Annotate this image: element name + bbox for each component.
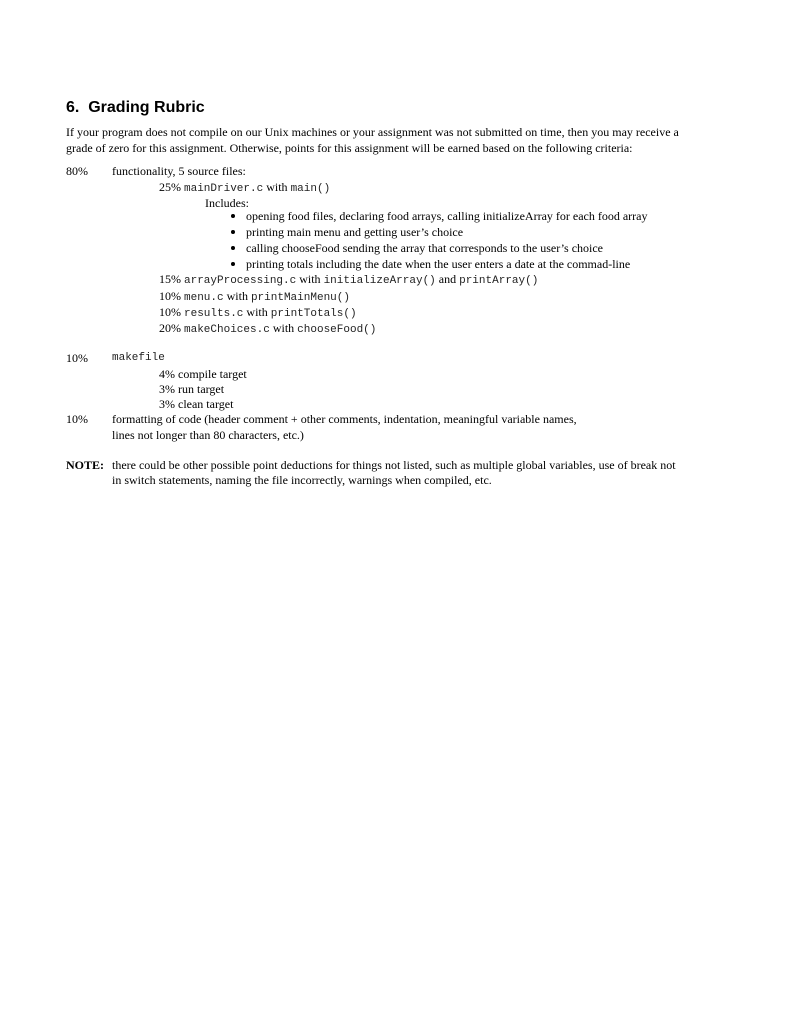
bullet-item: calling chooseFood sending the array that corresponds to the user’s choice bbox=[246, 241, 604, 255]
item-percent: 10% bbox=[159, 289, 181, 303]
functionality-label: functionality, 5 source files: bbox=[112, 164, 246, 178]
bullet-dot bbox=[231, 214, 235, 218]
note-line-1: there could be other possible point deductions for things not listed, such as multiple global variables, use of break not bbox=[112, 458, 676, 472]
bullet-dot bbox=[231, 230, 235, 234]
item-percent: 15% bbox=[159, 272, 181, 286]
function-name: initializeArray() bbox=[323, 275, 436, 287]
with-text: with bbox=[299, 272, 321, 286]
rubric-item-make-choices bbox=[159, 320, 376, 338]
section-heading bbox=[66, 98, 205, 118]
formatting-line-2: lines not longer than 80 characters, etc.) bbox=[112, 428, 304, 442]
bullet-dot bbox=[231, 262, 235, 266]
file-name: results.c bbox=[184, 308, 244, 320]
note-line-2: in switch statements, naming the file incorrectly, warnings when compiled, etc. bbox=[112, 473, 492, 487]
with-text: with bbox=[266, 180, 288, 194]
with-text: with bbox=[272, 321, 295, 335]
file-name: arrayProcessing.c bbox=[184, 275, 297, 287]
rubric-item-array-processing bbox=[159, 271, 538, 289]
item-percent: 10% bbox=[159, 305, 181, 319]
formatting-line-1: formatting of code (header comment + other comments, indentation, meaningful variable names, bbox=[112, 412, 577, 426]
bullet-dot bbox=[231, 246, 235, 250]
item-percent: 20% bbox=[159, 321, 181, 335]
item-percent: 25% bbox=[159, 180, 181, 194]
functionality-percent: 80% bbox=[66, 164, 88, 178]
with-text: with bbox=[246, 305, 268, 319]
bullet-item: printing main menu and getting user’s choice bbox=[246, 225, 464, 239]
bullet-item: printing totals including the date when the user enters a date at the commad-line bbox=[246, 257, 631, 271]
makefile-target: 4% compile target bbox=[159, 367, 247, 381]
note-label: NOTE: bbox=[66, 458, 105, 472]
makefile-percent: 10% bbox=[66, 351, 88, 365]
file-name: menu.c bbox=[184, 292, 224, 304]
bullet-item: opening food files, declaring food arrays, calling initializeArray for each food array bbox=[246, 209, 648, 223]
intro-line-1: If your program does not compile on our Unix machines or your assignment was not submitted on time, then you may receive a bbox=[66, 125, 679, 139]
section-number: 6. bbox=[66, 99, 80, 116]
function-name: printTotals() bbox=[270, 308, 357, 320]
function-name: main() bbox=[290, 183, 331, 195]
makefile-target: 3% run target bbox=[159, 382, 225, 396]
file-name: mainDriver.c bbox=[184, 183, 264, 195]
intro-line-2: grade of zero for this assignment. Otherwise, points for this assignment will be earned based on the following criteria: bbox=[66, 141, 633, 155]
makefile-label: makefile bbox=[112, 352, 165, 364]
function-name: printArray() bbox=[459, 275, 539, 287]
function-name: printMainMenu() bbox=[250, 292, 350, 304]
with-text: with bbox=[226, 289, 248, 303]
section-title: Grading Rubric bbox=[88, 99, 205, 116]
formatting-percent: 10% bbox=[66, 412, 88, 426]
makefile-target: 3% clean target bbox=[159, 397, 234, 411]
and-text: and bbox=[438, 272, 457, 286]
file-name: makeChoices.c bbox=[184, 324, 270, 336]
function-name: chooseFood() bbox=[297, 324, 377, 336]
includes-label: Includes: bbox=[205, 196, 249, 210]
